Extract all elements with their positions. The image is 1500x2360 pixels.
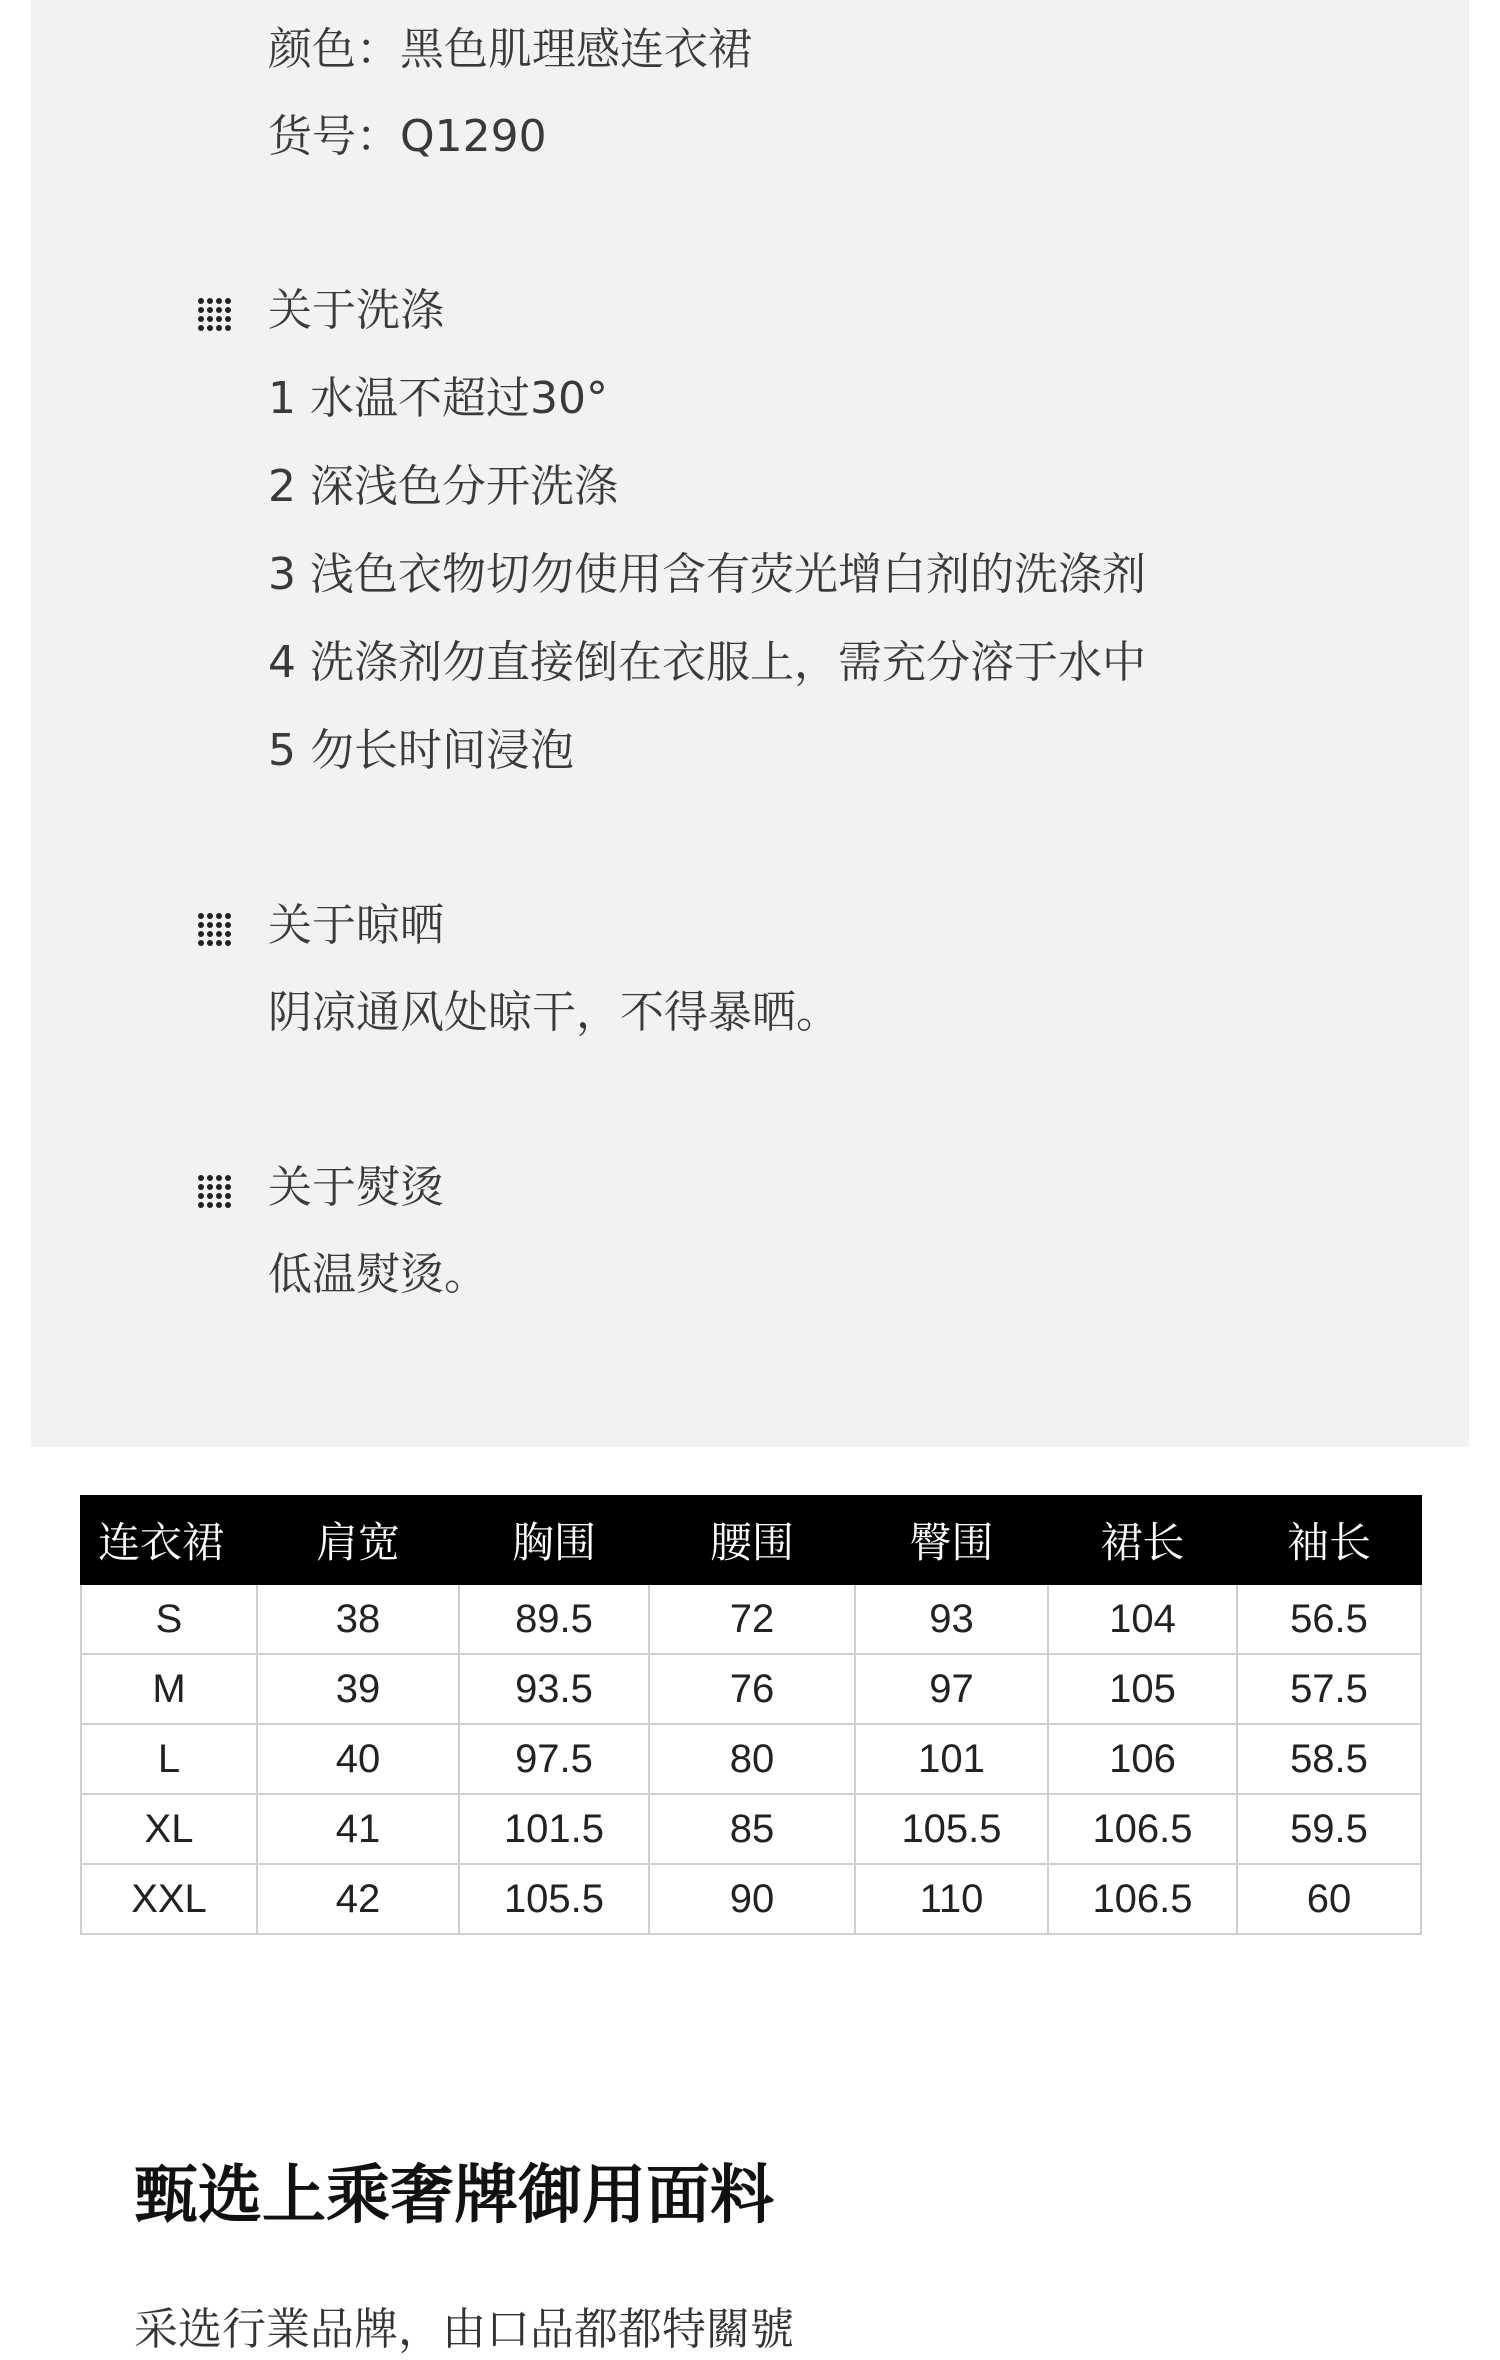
header-cell: 臀围	[855, 1496, 1048, 1584]
size-chart-table	[80, 1495, 1422, 1935]
product-sku-line: 货号：Q1290	[268, 111, 547, 162]
washing-item: 4 洗涤剂勿直接倒在衣服上，需充分溶于水中	[268, 637, 1146, 688]
product-color-line: 颜色：黑色肌理感连衣裙	[268, 24, 752, 75]
washing-item: 3 浅色衣物切勿使用含有荧光增白剂的洗涤剂	[268, 549, 1146, 600]
table-cell: 72	[649, 1584, 855, 1654]
table-cell: L	[81, 1724, 257, 1794]
ironing-text: 低温熨烫。	[268, 1249, 488, 1300]
header-cell: 袖长	[1237, 1496, 1421, 1584]
table-cell: 39	[257, 1654, 459, 1724]
table-cell: 97.5	[459, 1724, 649, 1794]
table-cell: XL	[81, 1794, 257, 1864]
table-cell: 105.5	[459, 1864, 649, 1934]
table-row	[81, 1584, 1421, 1654]
dot-grid-icon	[198, 1175, 231, 1208]
promo-title: 甄选上乘奢牌御用面料	[134, 2159, 774, 2233]
care-instructions-panel	[31, 0, 1469, 1447]
header-cell: 肩宽	[257, 1496, 459, 1584]
table-cell: 101.5	[459, 1794, 649, 1864]
washing-heading-text: 关于洗涤	[268, 285, 444, 336]
promo-body-partial: 采选行業品牌，由口品都都特關號	[134, 2304, 794, 2355]
header-cell: 腰围	[649, 1496, 855, 1584]
table-row	[81, 1864, 1421, 1934]
table-row	[81, 1794, 1421, 1864]
table-row	[81, 1724, 1421, 1794]
table-cell: S	[81, 1584, 257, 1654]
table-cell: 56.5	[1237, 1584, 1421, 1654]
table-cell: 106	[1048, 1724, 1237, 1794]
table-cell: 57.5	[1237, 1654, 1421, 1724]
table-cell: 93	[855, 1584, 1048, 1654]
header-cell: 胸围	[459, 1496, 649, 1584]
table-cell: 90	[649, 1864, 855, 1934]
table-cell: XXL	[81, 1864, 257, 1934]
dot-grid-icon	[198, 298, 231, 331]
header-cell: 连衣裙	[81, 1496, 257, 1584]
table-cell: 106.5	[1048, 1794, 1237, 1864]
table-cell: 58.5	[1237, 1724, 1421, 1794]
drying-heading-text: 关于晾晒	[268, 900, 444, 951]
table-cell: 93.5	[459, 1654, 649, 1724]
table-cell: 101	[855, 1724, 1048, 1794]
table-cell: 60	[1237, 1864, 1421, 1934]
table-cell: 104	[1048, 1584, 1237, 1654]
table-cell: 97	[855, 1654, 1048, 1724]
table-row	[81, 1654, 1421, 1724]
table-cell: 105	[1048, 1654, 1237, 1724]
table-cell: 40	[257, 1724, 459, 1794]
washing-item: 5 勿长时间浸泡	[268, 725, 574, 776]
table-cell: 89.5	[459, 1584, 649, 1654]
table-cell: 42	[257, 1864, 459, 1934]
dot-grid-icon	[198, 913, 231, 946]
table-cell: 110	[855, 1864, 1048, 1934]
table-cell: 85	[649, 1794, 855, 1864]
table-cell: 41	[257, 1794, 459, 1864]
table-cell: 80	[649, 1724, 855, 1794]
drying-text: 阴凉通风处晾干，不得暴晒。	[268, 987, 840, 1038]
table-cell: M	[81, 1654, 257, 1724]
table-cell: 105.5	[855, 1794, 1048, 1864]
ironing-heading-text: 关于熨烫	[268, 1162, 444, 1213]
header-cell: 裙长	[1048, 1496, 1237, 1584]
table-cell: 76	[649, 1654, 855, 1724]
table-cell: 106.5	[1048, 1864, 1237, 1934]
washing-item: 1 水温不超过30°	[268, 373, 608, 424]
table-cell: 59.5	[1237, 1794, 1421, 1864]
washing-item: 2 深浅色分开洗涤	[268, 461, 618, 512]
table-cell: 38	[257, 1584, 459, 1654]
size-chart-header-row	[81, 1496, 1421, 1584]
